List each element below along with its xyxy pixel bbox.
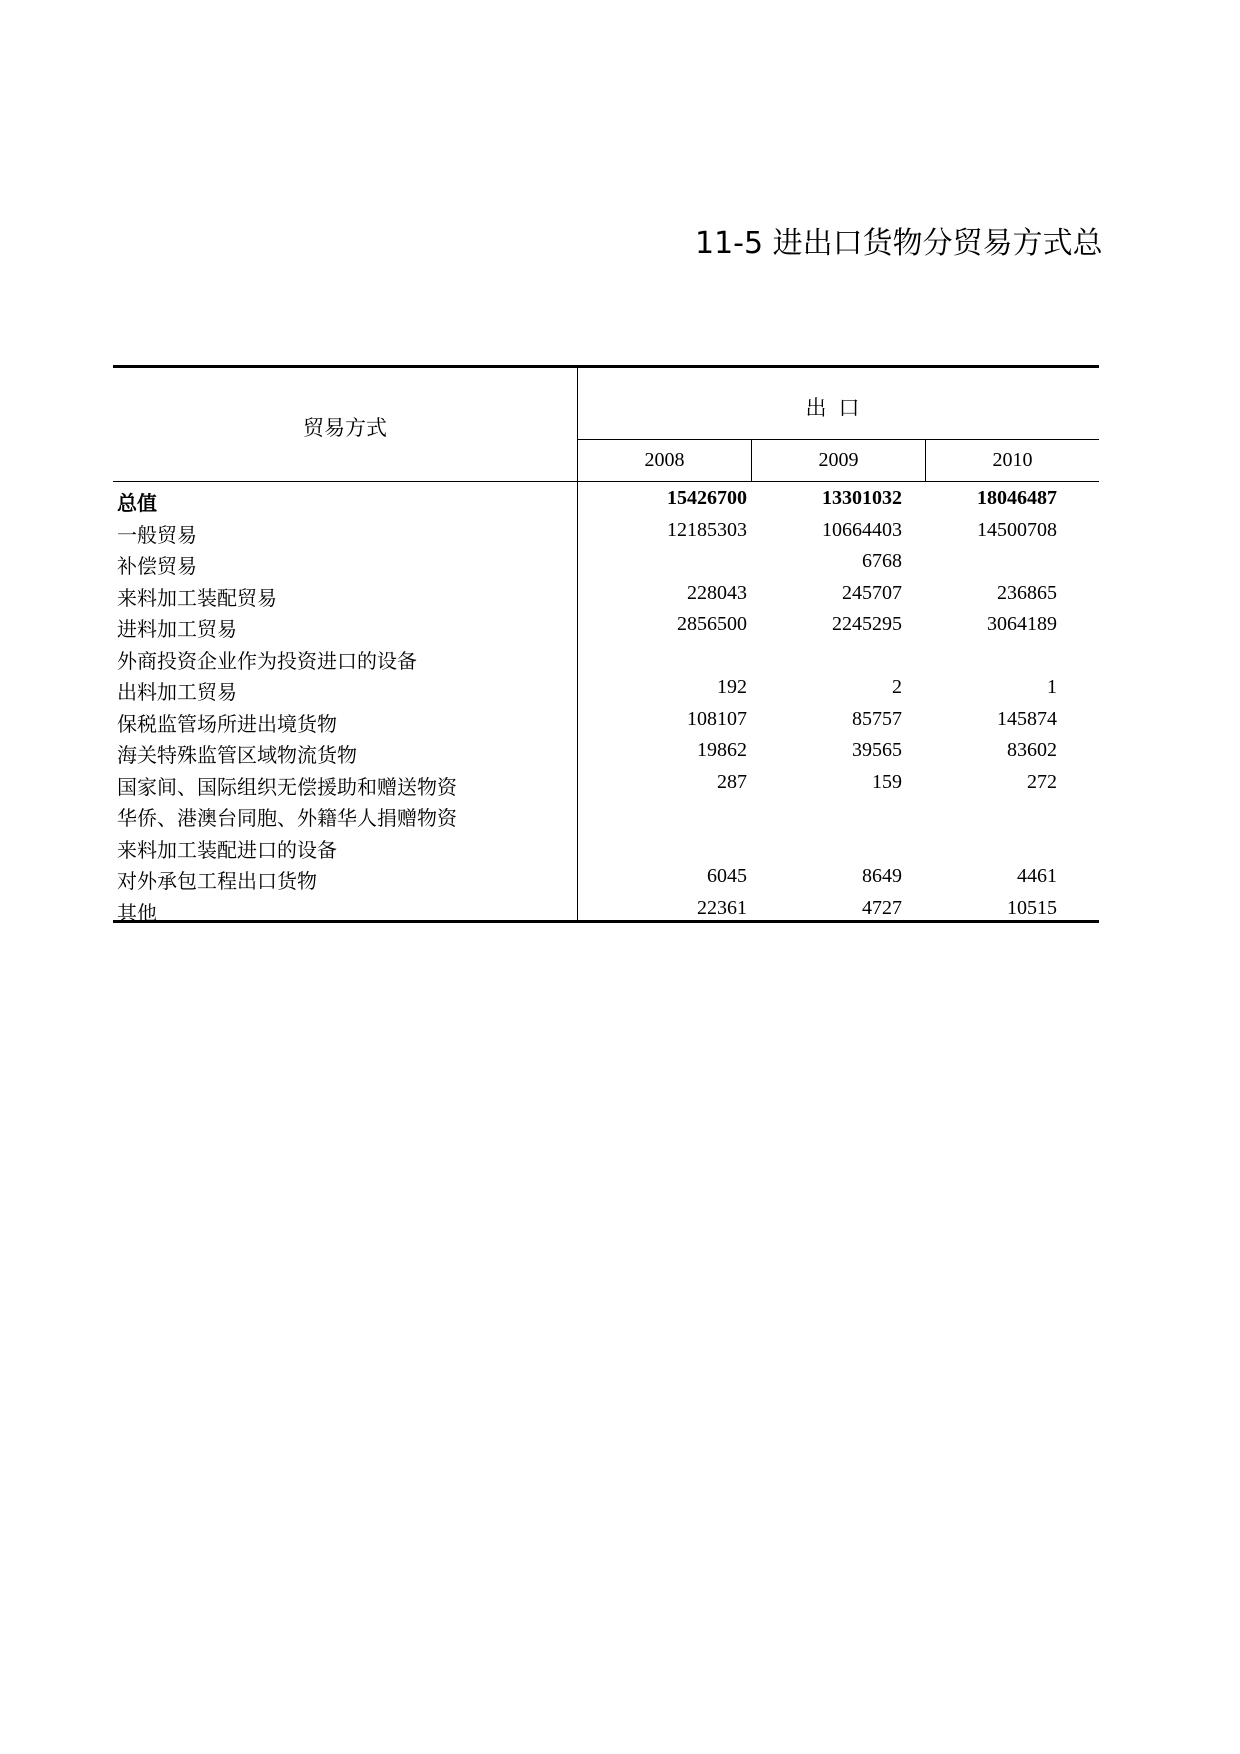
value-cell-2008: 12185303 <box>667 518 747 541</box>
value-cell-2009: 245707 <box>842 581 902 604</box>
value-cell-2010: 272 <box>1027 770 1057 793</box>
value-cell-2009: 13301032 <box>822 487 902 509</box>
value-cell-2008: 22361 <box>697 896 747 919</box>
bottom-rule <box>113 920 1099 923</box>
row-label: 国家间、国际组织无偿援助和赠送物资 <box>117 774 457 799</box>
value-cell-2009: 159 <box>872 770 902 793</box>
trade-table <box>113 365 1099 923</box>
row-label: 进料加工贸易 <box>117 617 237 641</box>
value-cell-2008: 6045 <box>707 865 747 887</box>
value-cell-2009: 6768 <box>862 550 902 572</box>
row-label: 海关特殊监管区域物流货物 <box>117 743 357 767</box>
row-label: 一般贸易 <box>117 522 197 547</box>
value-cell-2010: 10515 <box>1007 896 1057 919</box>
value-cell-2009: 39565 <box>852 739 902 761</box>
value-cell-2010: 83602 <box>1007 739 1057 761</box>
value-cell-2008: 15426700 <box>667 487 747 509</box>
value-cell-2008: 287 <box>717 770 747 793</box>
row-label: 来料加工装配进口的设备 <box>117 837 337 862</box>
value-cell-2010: 14500708 <box>977 518 1057 541</box>
row-label: 华侨、港澳台同胞、外籍华人捐赠物资 <box>117 806 457 830</box>
group-header-export: 出口 <box>805 396 872 420</box>
value-cell-2010: 1 <box>1047 676 1057 698</box>
value-cell-2010: 236865 <box>997 581 1057 604</box>
year-header-2008: 2008 <box>644 449 685 471</box>
value-cell-2008: 228043 <box>687 581 747 604</box>
value-cell-2010: 145874 <box>997 707 1057 730</box>
value-cell-2009: 4727 <box>862 896 902 919</box>
value-cell-2008: 192 <box>717 676 747 698</box>
value-cell-2009: 10664403 <box>822 518 902 541</box>
year-header-2010: 2010 <box>992 449 1033 471</box>
group-rule <box>578 439 1099 440</box>
value-cell-2010: 3064189 <box>987 613 1057 635</box>
row-label: 来料加工装配贸易 <box>117 585 277 610</box>
value-cell-2010: 18046487 <box>977 487 1057 509</box>
row-label: 出料加工贸易 <box>117 680 237 704</box>
row-label: 对外承包工程出口货物 <box>117 869 317 893</box>
top-rule <box>113 365 1099 368</box>
value-cell-2009: 2245295 <box>832 613 902 635</box>
value-cell-2009: 8649 <box>862 865 902 887</box>
row-label: 外商投资企业作为投资进口的设备 <box>117 648 417 673</box>
value-cell-2008: 108107 <box>687 707 747 730</box>
row-label: 补偿贸易 <box>117 554 197 578</box>
value-cell-2008: 2856500 <box>677 613 747 635</box>
page-title: 11-5 进出口货物分贸易方式总 <box>695 226 1103 261</box>
value-cell-2008: 19862 <box>697 739 747 761</box>
value-cell-2009: 2 <box>892 676 902 698</box>
value-cell-2009: 85757 <box>852 707 902 730</box>
row-label: 其他 <box>117 900 157 925</box>
row-label: 保税监管场所进出境货物 <box>117 711 337 736</box>
value-cell-2010: 4461 <box>1017 865 1057 887</box>
row-label: 总值 <box>117 491 157 515</box>
row-header: 贸易方式 <box>303 416 387 440</box>
header-bottom-rule <box>113 481 1099 482</box>
year-header-2009: 2009 <box>818 449 859 471</box>
